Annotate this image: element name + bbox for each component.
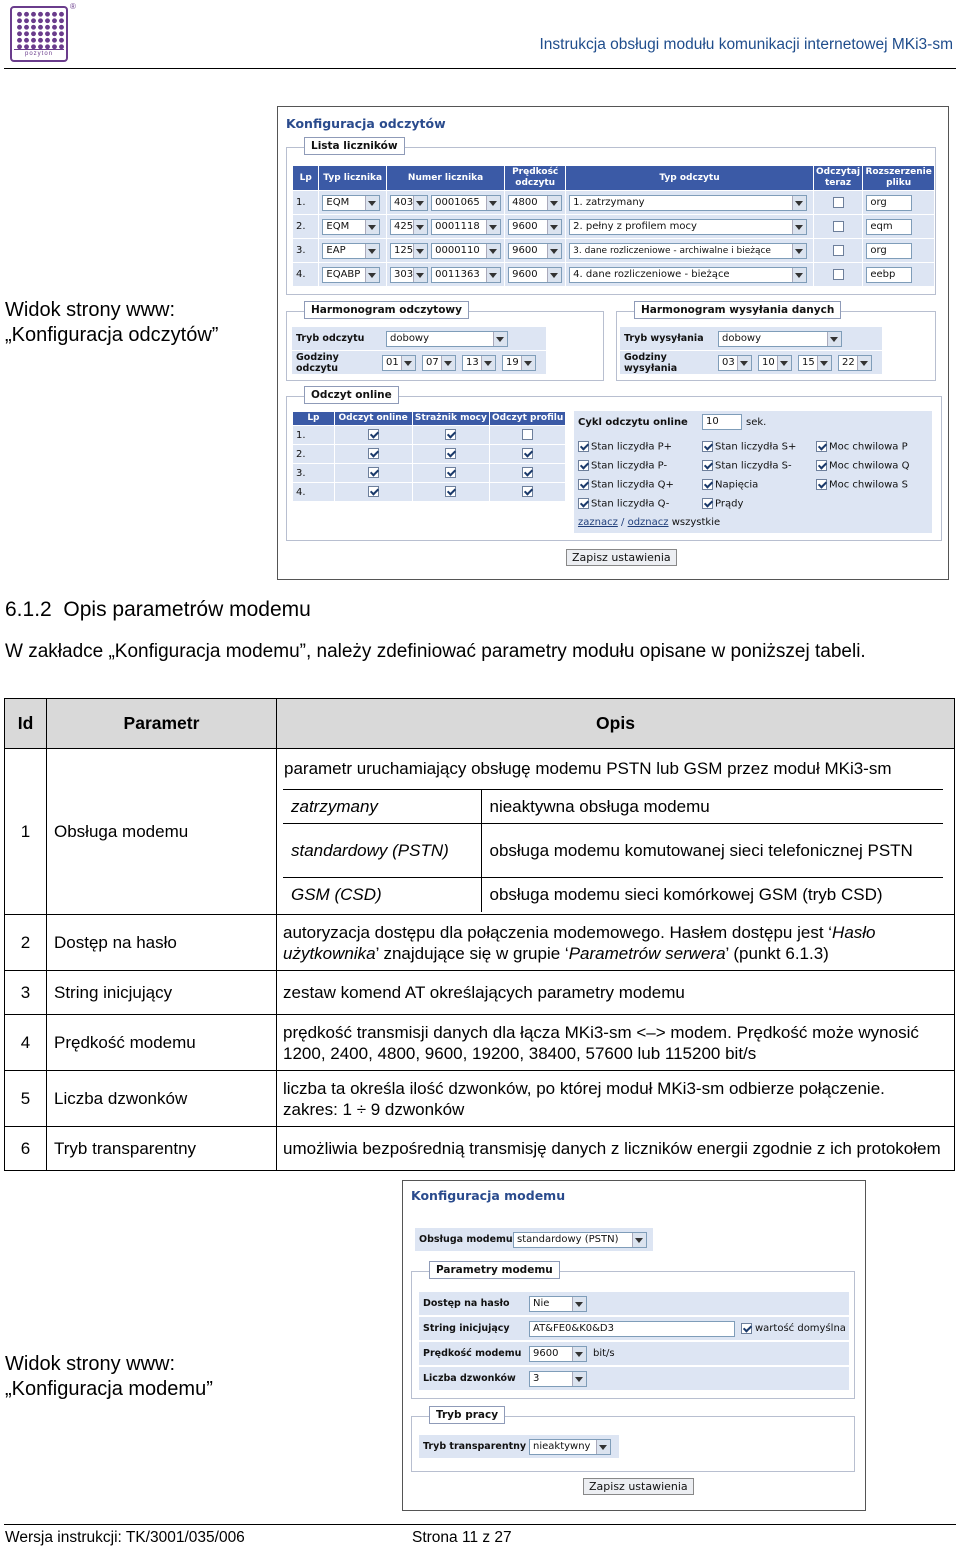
online-table <box>292 411 566 502</box>
rings-select[interactable]: 3 <box>529 1371 587 1387</box>
option-row <box>283 878 943 912</box>
send-hours-label: Godziny wysyłania <box>624 351 678 374</box>
extension-input[interactable]: eqm <box>866 219 912 235</box>
table-row <box>293 263 935 287</box>
speed-select[interactable]: 9600 <box>508 219 562 235</box>
footer-page-number: Strona 11 z 27 <box>412 1529 512 1546</box>
option-value: obsługa modemu komutowanej sieci telefonicznej PSTN <box>481 824 943 878</box>
read-now-checkbox[interactable] <box>833 197 844 208</box>
intro-paragraph: W zakładce „Konfiguracja modemu”, należy zdefiniować parametry modułu opisane w poniższej tabeli. <box>5 641 866 662</box>
footer-version: Wersja instrukcji: TK/3001/035/006 <box>5 1529 245 1546</box>
row-lp: 3. <box>293 239 319 263</box>
check-item[interactable]: Stan liczydła Q+ <box>578 479 674 491</box>
init-string-input[interactable]: AT&FE0&K0&D3 <box>529 1321 735 1337</box>
section-heading <box>5 598 311 622</box>
read-mode-label: Tryb odczytu <box>296 333 365 344</box>
online-checkbox[interactable] <box>368 429 379 440</box>
guard-checkbox[interactable] <box>445 429 456 440</box>
cycle-label: Cykl odczytu online <box>578 417 688 428</box>
col-lp: Lp <box>293 412 335 426</box>
check-box[interactable] <box>578 479 589 490</box>
check-item[interactable]: Stan liczydła P+ <box>578 441 672 453</box>
read-mode-row <box>292 327 546 350</box>
table-row <box>293 215 935 239</box>
meters-table <box>292 165 935 287</box>
registered-mark: ® <box>70 2 76 11</box>
online-checkbox[interactable] <box>368 448 379 459</box>
extension-input[interactable]: eebp <box>866 267 912 283</box>
online-checkbox[interactable] <box>368 467 379 478</box>
check-item[interactable]: Stan liczydła Q- <box>578 498 669 510</box>
init-string-row <box>419 1317 849 1340</box>
row-param: String inicjujący <box>47 971 277 1015</box>
table-row <box>5 1015 955 1071</box>
check-item[interactable]: Moc chwilowa S <box>816 479 908 491</box>
modem-speed-select[interactable]: 9600 <box>529 1346 587 1362</box>
meter-prefix-select[interactable]: 125 <box>390 243 428 259</box>
section-number: 6.1.2 <box>5 598 52 621</box>
read-hour-select[interactable]: 01 <box>382 355 416 371</box>
meter-type-select[interactable]: EQM <box>322 219 380 235</box>
send-mode-label: Tryb wysyłania <box>624 333 704 344</box>
row-lp: 4. <box>293 483 335 502</box>
row-lp: 2. <box>293 445 335 464</box>
online-header-row <box>293 412 566 426</box>
header-divider <box>4 68 956 69</box>
check-box[interactable] <box>578 441 589 452</box>
option-row <box>283 790 943 824</box>
row-desc: umożliwia bezpośrednią transmisję danych z liczników energii zgodnie z ich protokołem <box>277 1127 955 1171</box>
cycle-input[interactable]: 10 <box>702 414 742 430</box>
send-hour-select[interactable]: 15 <box>798 355 832 371</box>
row-id: 5 <box>5 1071 47 1127</box>
option-key: GSM (CSD) <box>283 878 481 912</box>
col-profil: Odczyt profilu <box>490 412 566 426</box>
online-options-panel <box>574 411 932 533</box>
row-param: Liczba dzwonków <box>47 1071 277 1127</box>
cycle-unit: sek. <box>746 417 767 428</box>
col-rozszerzenie: Rozszerzenie pliku <box>863 166 935 191</box>
section-title: Opis parametrów modemu <box>63 598 311 621</box>
option-key: standardowy (PSTN) <box>283 824 481 878</box>
read-type-select[interactable]: 4. dane rozliczeniowe - bieżące <box>569 267 807 283</box>
check-item[interactable]: Napięcia <box>702 479 758 491</box>
check-item[interactable]: Stan liczydła P- <box>578 460 667 472</box>
legend-harmonogram-odczytowy: Harmonogram odczytowy <box>304 301 469 319</box>
table-row <box>5 749 955 915</box>
save-settings-button[interactable]: Zapisz ustawienia <box>566 549 677 566</box>
online-checkbox[interactable] <box>368 486 379 497</box>
row-lp: 4. <box>293 263 319 287</box>
check-box[interactable] <box>816 479 827 490</box>
desc-text: liczba ta określa ilość dzwonków, po której moduł MKi3-sm odbierze połączenie. <box>283 1078 885 1098</box>
table-row <box>5 915 955 971</box>
table-header-row <box>5 699 955 749</box>
guard-checkbox[interactable] <box>445 486 456 497</box>
col-numer: Numer licznika <box>386 166 504 191</box>
table-row <box>293 445 566 464</box>
col-predkosc: Prędkość odczytu <box>505 166 566 191</box>
table-row <box>5 971 955 1015</box>
col-odczytaj: Odczytaj teraz <box>813 166 863 191</box>
check-item[interactable]: Moc chwilowa P <box>816 441 908 453</box>
table-row <box>293 483 566 502</box>
check-box[interactable] <box>816 460 827 471</box>
profile-checkbox[interactable] <box>522 429 533 440</box>
read-now-checkbox[interactable] <box>833 221 844 232</box>
extension-input[interactable]: org <box>866 243 912 259</box>
row-id: 3 <box>5 971 47 1015</box>
legend-odczyt-online: Odczyt online <box>304 386 399 404</box>
profile-checkbox[interactable] <box>522 467 533 478</box>
meter-number-select[interactable]: 0011363 <box>431 267 501 283</box>
meter-prefix-select[interactable]: 303 <box>390 267 428 283</box>
check-box[interactable] <box>702 460 713 471</box>
row-desc <box>277 1071 955 1127</box>
meter-number-select[interactable]: 0000110 <box>431 243 501 259</box>
table-row <box>293 239 935 263</box>
row-id: 1 <box>5 749 47 915</box>
modem-service-select[interactable]: standardowy (PSTN) <box>513 1232 647 1248</box>
rings-row <box>419 1367 849 1390</box>
row-id: 6 <box>5 1127 47 1171</box>
row-param: Obsługa modemu <box>47 749 277 915</box>
side-caption-line1: Widok strony www: <box>5 1353 176 1375</box>
modem-service-label: Obsługa modemu <box>419 1234 513 1245</box>
send-mode-select[interactable]: dobowy <box>718 331 842 347</box>
legend-parametry-modemu: Parametry modemu <box>429 1261 560 1279</box>
page-title: Konfiguracja modemu <box>411 1188 566 1203</box>
send-hour-select[interactable]: 03 <box>718 355 752 371</box>
check-box[interactable] <box>816 441 827 452</box>
option-row <box>283 824 943 878</box>
password-row <box>419 1292 849 1315</box>
check-box[interactable] <box>702 479 713 490</box>
speed-select[interactable]: 9600 <box>508 267 562 283</box>
row-desc: zestaw komend AT określających parametry modemu <box>277 971 955 1015</box>
modem-speed-unit: bit/s <box>593 1348 615 1359</box>
col-odczyt-online: Odczyt online <box>334 412 412 426</box>
row-param: Prędkość modemu <box>47 1015 277 1071</box>
row-param: Tryb transparentny <box>47 1127 277 1171</box>
logo-dot-grid <box>16 11 64 49</box>
row-lp: 2. <box>293 215 319 239</box>
check-box[interactable] <box>702 498 713 509</box>
meter-prefix-select[interactable]: 403 <box>390 195 428 211</box>
init-string-label: String inicjujący <box>423 1323 510 1334</box>
read-hour-select[interactable]: 19 <box>502 355 536 371</box>
meter-number-select[interactable]: 0001065 <box>431 195 501 211</box>
legend-harmonogram-wysylania: Harmonogram wysyłania danych <box>634 301 841 319</box>
read-hour-select[interactable]: 13 <box>462 355 496 371</box>
table-row <box>293 191 935 215</box>
option-key: zatrzymany <box>283 790 481 824</box>
read-now-checkbox[interactable] <box>833 245 844 256</box>
send-mode-row <box>620 327 882 350</box>
read-hour-select[interactable]: 07 <box>422 355 456 371</box>
profile-checkbox[interactable] <box>522 448 533 459</box>
row-lp: 3. <box>293 464 335 483</box>
meters-header-row <box>293 166 935 191</box>
transparent-row <box>419 1435 619 1458</box>
check-item[interactable]: Moc chwilowa Q <box>816 460 909 472</box>
rings-label: Liczba dzwonków <box>423 1373 516 1384</box>
check-box[interactable] <box>578 498 589 509</box>
screenshot-konfiguracja-odczytow <box>277 106 949 580</box>
row-desc: prędkość transmisji danych dla łącza MKi3-sm <–> modem. Prędkość może wynosić 1200, 2400, 4800, 9600, 19200, 38400, 57600 lub 115200 bit/s <box>277 1015 955 1071</box>
parameters-table <box>4 698 955 1171</box>
table-row <box>5 1127 955 1171</box>
col-typ: Typ licznika <box>319 166 387 191</box>
read-now-checkbox[interactable] <box>833 269 844 280</box>
check-item[interactable]: Stan liczydła S+ <box>702 441 796 453</box>
header-opis: Opis <box>277 699 955 749</box>
legend-tryb-pracy: Tryb pracy <box>429 1406 505 1424</box>
profile-checkbox[interactable] <box>522 486 533 497</box>
row-id: 2 <box>5 915 47 971</box>
guard-checkbox[interactable] <box>445 448 456 459</box>
speed-select[interactable]: 9600 <box>508 243 562 259</box>
desc-range: zakres: 1 ÷ 9 dzwonków <box>283 1099 465 1119</box>
send-hour-select[interactable]: 22 <box>838 355 872 371</box>
header-id: Id <box>5 699 47 749</box>
send-hour-select[interactable]: 10 <box>758 355 792 371</box>
logo-text: pozyton <box>14 49 64 58</box>
speed-select[interactable]: 4800 <box>508 195 562 211</box>
page-title: Konfiguracja odczytów <box>286 116 446 131</box>
select-all-link[interactable]: zaznacz <box>578 517 618 528</box>
row-desc <box>277 749 955 915</box>
transparent-label: Tryb transparentny <box>423 1441 527 1452</box>
side-caption-odczyty <box>5 298 218 348</box>
meter-number-select[interactable]: 0001118 <box>431 219 501 235</box>
read-hours-row <box>292 351 546 374</box>
side-caption-line2: „Konfiguracja modemu” <box>5 1378 213 1400</box>
select-links <box>578 517 720 528</box>
table-row <box>5 1071 955 1127</box>
footer-divider <box>4 1524 956 1525</box>
password-select[interactable]: Nie <box>529 1296 587 1312</box>
meter-type-select[interactable]: EAP <box>322 243 380 259</box>
read-type-select[interactable]: 3. dane rozliczeniowe - archiwalne i bieżące <box>569 243 807 259</box>
col-lp: Lp <box>293 166 319 191</box>
col-straznik: Strażnik mocy <box>412 412 490 426</box>
row-desc: autoryzacja dostępu dla połączenia modemowego. Hasłem dostępu jest ‘Hasło użytkownika’ znajdujące się w grupie ‘Parametrów serwera’ (punkt 6.1.3) <box>277 915 955 971</box>
check-item[interactable]: Prądy <box>702 498 743 510</box>
side-caption-line1: Widok strony www: <box>5 299 176 321</box>
send-hours-row <box>620 351 882 374</box>
password-label: Dostęp na hasło <box>423 1298 510 1309</box>
check-box[interactable] <box>578 460 589 471</box>
guard-checkbox[interactable] <box>445 467 456 478</box>
company-logo <box>10 6 68 62</box>
read-type-select[interactable]: 1. zatrzymany <box>569 195 807 211</box>
row-lp: 1. <box>293 191 319 215</box>
row-lp: 1. <box>293 426 335 445</box>
read-mode-select[interactable]: dobowy <box>386 331 508 347</box>
header-parametr: Parametr <box>47 699 277 749</box>
row-id: 4 <box>5 1015 47 1071</box>
default-value-checkbox[interactable] <box>741 1323 752 1334</box>
legend-lista-licznikow: Lista liczników <box>304 137 405 155</box>
default-value-label: wartość domyślna <box>755 1323 846 1334</box>
read-hours-label: Godziny odczytu <box>296 351 339 374</box>
desc-text: parametr uruchamiający obsługę modemu PSTN lub GSM przez moduł MKi3-sm <box>284 759 892 778</box>
meter-prefix-select[interactable]: 425 <box>390 219 428 235</box>
option-value: nieaktywna obsługa modemu <box>481 790 943 824</box>
option-value: obsługa modemu sieci komórkowej GSM (tryb CSD) <box>481 878 943 912</box>
table-row <box>293 426 566 445</box>
deselect-all-link[interactable]: odznacz <box>627 517 669 528</box>
check-box[interactable] <box>702 441 713 452</box>
options-table <box>283 789 943 912</box>
check-item[interactable]: Stan liczydła S- <box>702 460 792 472</box>
read-type-select[interactable]: 2. pełny z profilem mocy <box>569 219 807 235</box>
side-caption-modem <box>5 1352 213 1402</box>
screenshot-konfiguracja-modemu <box>402 1180 866 1511</box>
transparent-select[interactable]: nieaktywny <box>529 1439 611 1455</box>
extension-input[interactable]: org <box>866 195 912 211</box>
meter-type-select[interactable]: EQABP <box>322 267 380 283</box>
modem-speed-label: Prędkość modemu <box>423 1348 522 1359</box>
header-title: Instrukcja obsługi modułu komunikacji internetowej MKi3-sm <box>539 36 953 53</box>
row-param: Dostęp na hasło <box>47 915 277 971</box>
save-settings-button[interactable]: Zapisz ustawienia <box>583 1478 694 1495</box>
meter-type-select[interactable]: EQM <box>322 195 380 211</box>
links-suffix: wszystkie <box>671 517 721 528</box>
modem-speed-row <box>419 1342 849 1365</box>
links-separator: / <box>621 517 625 528</box>
side-caption-line2: „Konfiguracja odczytów” <box>5 324 219 346</box>
table-row <box>293 464 566 483</box>
modem-service-row <box>415 1228 653 1251</box>
col-typ-odczytu: Typ odczytu <box>566 166 814 191</box>
